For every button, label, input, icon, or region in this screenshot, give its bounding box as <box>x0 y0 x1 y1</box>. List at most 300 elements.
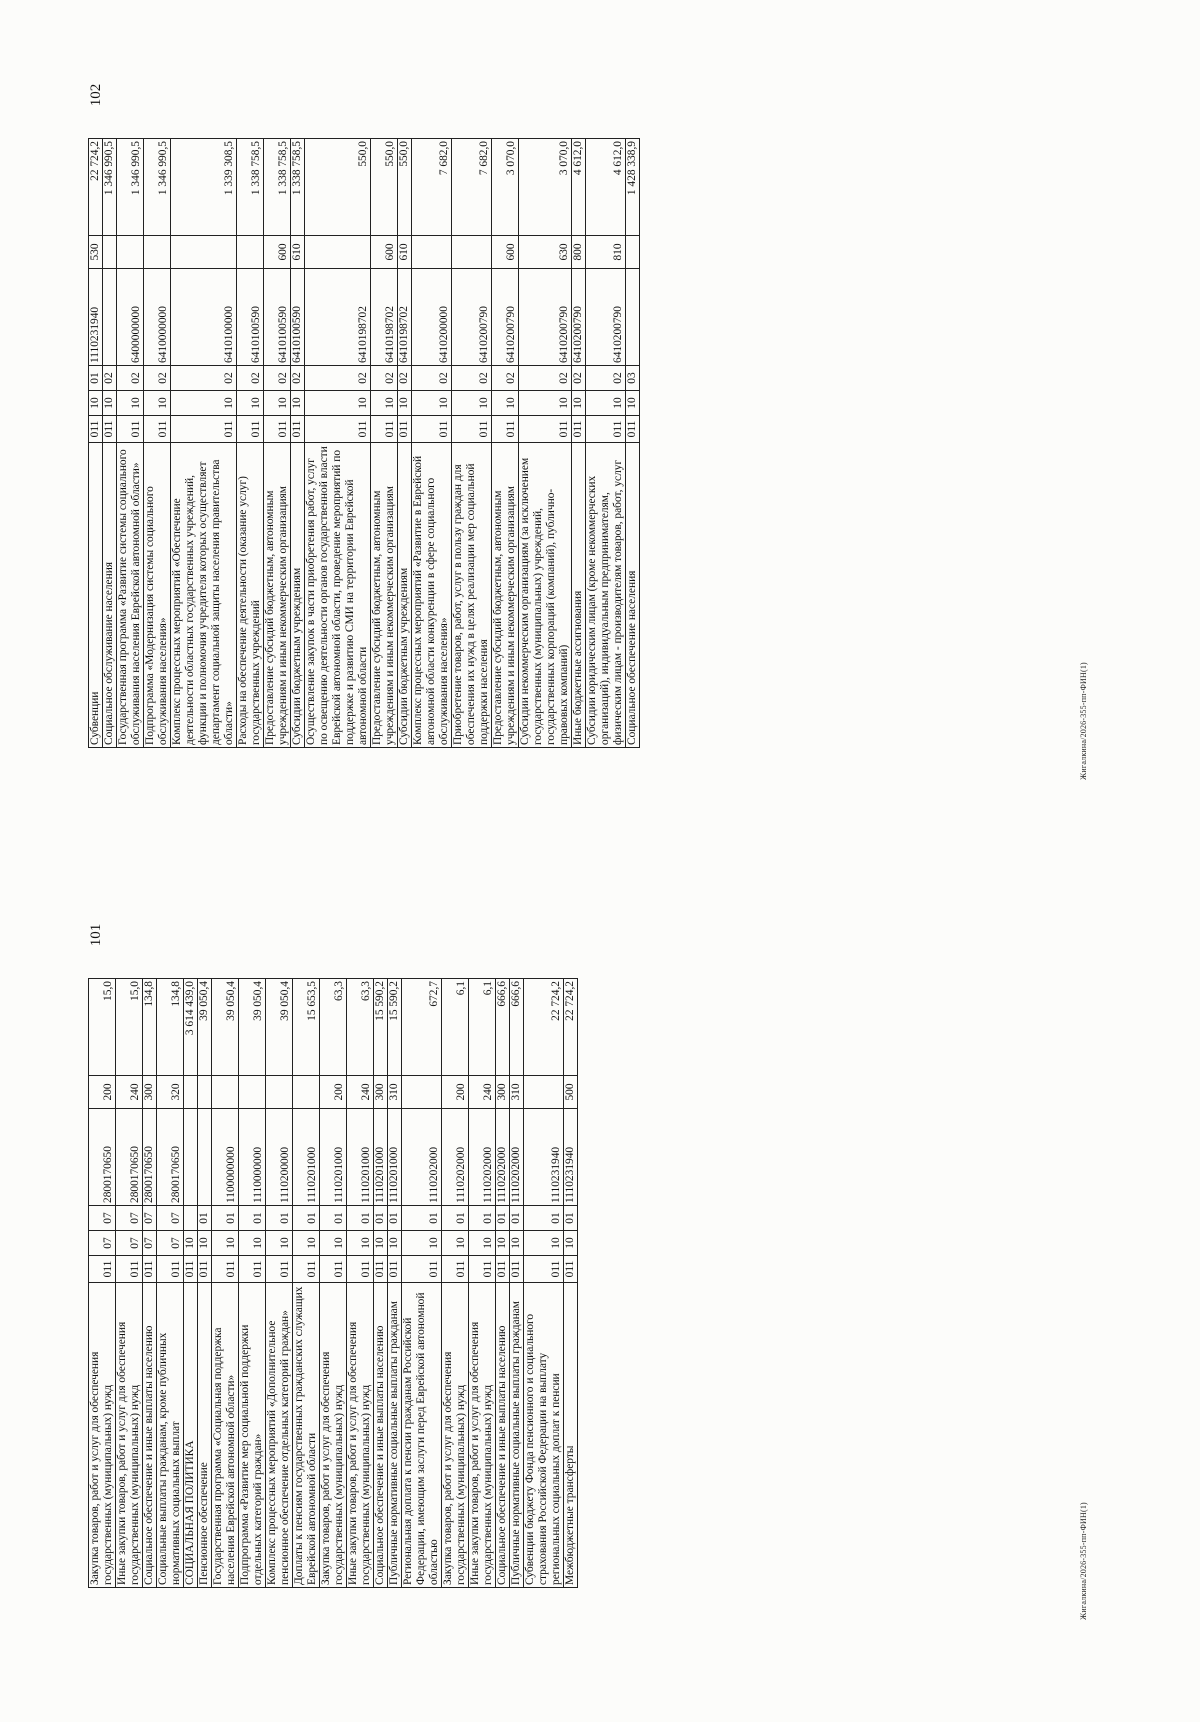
section-code-cell: 10 <box>524 1231 564 1256</box>
ministry-code-cell: 011 <box>305 416 371 443</box>
section-code-cell: 10 <box>371 391 398 416</box>
subsection-code-cell: 02 <box>305 366 371 391</box>
table-row <box>586 139 626 748</box>
subsection-code-cell: 01 <box>212 1206 239 1231</box>
table-row <box>89 979 116 1588</box>
amount-cell: 134,8 <box>143 979 157 1076</box>
table-row <box>469 979 496 1588</box>
expense-type-code-cell: 810 <box>586 236 626 269</box>
table-row <box>171 139 237 748</box>
expense-type-code-cell: 630 <box>519 236 572 269</box>
amount-cell: 63,3 <box>347 979 374 1076</box>
subsection-code-cell: 07 <box>89 1206 116 1231</box>
section-code-cell: 10 <box>347 1231 374 1256</box>
expense-type-code-cell: 300 <box>496 1076 510 1109</box>
item-name-cell: Подпрограмма «Модернизация системы социального обслуживания населения» <box>144 443 171 748</box>
ministry-code-cell: 011 <box>510 1256 524 1283</box>
amount-cell: 666,6 <box>496 979 510 1076</box>
table-row <box>237 139 264 748</box>
ministry-code-cell: 011 <box>117 416 144 443</box>
target-article-code-cell: 6410200790 <box>492 269 519 366</box>
budget-table-body <box>89 139 640 748</box>
target-article-code-cell: 6410198702 <box>371 269 398 366</box>
target-article-code-cell: 1110000000 <box>239 1109 266 1206</box>
section-code-cell: 10 <box>212 1231 239 1256</box>
section-code-cell: 10 <box>89 391 103 416</box>
ministry-code-cell: 011 <box>572 416 586 443</box>
amount-cell: 22 724,2 <box>89 139 103 236</box>
target-article-code-cell: 6410000000 <box>144 269 171 366</box>
ministry-code-cell: 011 <box>452 416 492 443</box>
budget-table-102 <box>88 138 640 748</box>
item-name-cell: Субсидии бюджетным учреждениям <box>398 443 412 748</box>
amount-cell: 666,6 <box>510 979 524 1076</box>
item-name-cell: Государственная программа «Социальная поддержка населения Еврейской автономной области» <box>212 1283 239 1588</box>
ministry-code-cell: 011 <box>212 1256 239 1283</box>
subsection-code-cell: 01 <box>374 1206 388 1231</box>
ministry-code-cell: 011 <box>586 416 626 443</box>
table-row <box>442 979 469 1588</box>
item-name-cell: Социальное обеспечение и иные выплаты населению <box>496 1283 510 1588</box>
section-code-cell: 07 <box>89 1231 116 1256</box>
amount-cell: 7 682,0 <box>412 139 452 236</box>
item-name-cell: Расходы на обеспечение деятельности (оказание услуг) государственных учреждений <box>237 443 264 748</box>
section-code-cell: 10 <box>469 1231 496 1256</box>
item-name-cell: Социальное обеспечение и иные выплаты населению <box>374 1283 388 1588</box>
expense-type-code-cell: 500 <box>564 1076 578 1109</box>
expense-type-code-cell: 610 <box>291 236 305 269</box>
subsection-code-cell: 02 <box>291 366 305 391</box>
section-code-cell: 10 <box>237 391 264 416</box>
ministry-code-cell: 011 <box>103 416 117 443</box>
subsection-code-cell: 01 <box>510 1206 524 1231</box>
ministry-code-cell: 011 <box>371 416 398 443</box>
ministry-code-cell: 011 <box>89 1256 116 1283</box>
expense-type-code-cell: 800 <box>572 236 586 269</box>
item-name-cell: Закупка товаров, работ и услуг для обеспечения государственных (муниципальных) нужд <box>442 1283 469 1588</box>
item-name-cell: Субсидии некоммерческим организациям (за исключением государственных (муниципальных) учреждений, государственных корпораций (компаний), публично-правовых компаний) <box>519 443 572 748</box>
ministry-code-cell: 011 <box>388 1256 402 1283</box>
target-article-code-cell: 6410200790 <box>452 269 492 366</box>
expense-type-code-cell <box>171 236 237 269</box>
target-article-code-cell: 6410100590 <box>264 269 291 366</box>
target-article-code-cell: 6410200790 <box>586 269 626 366</box>
item-name-cell: Подпрограмма «Развитие мер социальной поддержки отдельных категорий граждан» <box>239 1283 266 1588</box>
subsection-code-cell: 07 <box>143 1206 157 1231</box>
item-name-cell: Социальное обеспечение и иные выплаты населению <box>143 1283 157 1588</box>
section-code-cell: 10 <box>510 1231 524 1256</box>
section-code-cell: 10 <box>103 391 117 416</box>
ministry-code-cell: 011 <box>239 1256 266 1283</box>
table-row <box>492 139 519 748</box>
ministry-code-cell: 011 <box>264 416 291 443</box>
ministry-code-cell: 011 <box>237 416 264 443</box>
subsection-code-cell: 07 <box>116 1206 143 1231</box>
amount-cell: 4 612,0 <box>586 139 626 236</box>
table-row <box>291 139 305 748</box>
item-name-cell: Иные закупки товаров, работ и услуг для обеспечения государственных (муниципальных) нужд <box>347 1283 374 1588</box>
table-row <box>510 979 524 1588</box>
target-article-code-cell: 1110201000 <box>293 1109 320 1206</box>
target-article-code-cell: 6410100590 <box>291 269 305 366</box>
subsection-code-cell: 02 <box>398 366 412 391</box>
section-code-cell: 10 <box>305 391 371 416</box>
item-name-cell: Предоставление субсидий бюджетным, автономным учреждениям и иным некоммерческим организациям <box>492 443 519 748</box>
item-name-cell: Комплекс процессных мероприятий «Развитие в Еврейской автономной области конкуренции в сфере социального обслуживания населения» <box>412 443 452 748</box>
section-code-cell: 07 <box>143 1231 157 1256</box>
budget-table-101 <box>88 978 578 1588</box>
amount-cell: 39 050,4 <box>198 979 212 1076</box>
section-code-cell: 10 <box>171 391 237 416</box>
section-code-cell: 10 <box>442 1231 469 1256</box>
ministry-code-cell: 011 <box>626 416 640 443</box>
amount-cell: 1 428 338,9 <box>626 139 640 236</box>
target-article-code-cell: 6400000000 <box>117 269 144 366</box>
amount-cell: 6,1 <box>442 979 469 1076</box>
amount-cell: 672,7 <box>402 979 442 1076</box>
subsection-code-cell: 01 <box>402 1206 442 1231</box>
item-name-cell: Социальное обеспечение населения <box>626 443 640 748</box>
item-name-cell: Иные закупки товаров, работ и услуг для обеспечения государственных (муниципальных) нужд <box>116 1283 143 1588</box>
section-code-cell: 10 <box>586 391 626 416</box>
table-row <box>626 139 640 748</box>
ministry-code-cell: 011 <box>89 416 103 443</box>
table-row <box>564 979 578 1588</box>
table-row <box>184 979 198 1588</box>
expense-type-code-cell: 600 <box>264 236 291 269</box>
item-name-cell: Региональная доплата к пенсии гражданам Российской Федерации, имеющим заслуги перед Еврейской автономной областью <box>402 1283 442 1588</box>
section-code-cell: 10 <box>412 391 452 416</box>
section-code-cell: 10 <box>519 391 572 416</box>
ministry-code-cell: 011 <box>184 1256 198 1283</box>
subsection-code-cell: 02 <box>452 366 492 391</box>
expense-type-code-cell <box>103 236 117 269</box>
amount-cell: 39 050,4 <box>239 979 266 1076</box>
expense-type-code-cell <box>412 236 452 269</box>
target-article-code-cell: 1110231940 <box>564 1109 578 1206</box>
expense-type-code-cell: 240 <box>116 1076 143 1109</box>
section-code-cell: 10 <box>266 1231 293 1256</box>
table-row <box>305 139 371 748</box>
subsection-code-cell: 01 <box>524 1206 564 1231</box>
table-row <box>412 139 452 748</box>
target-article-code-cell: 6410198702 <box>305 269 371 366</box>
target-article-code-cell <box>198 1109 212 1206</box>
ministry-code-cell: 011 <box>143 1256 157 1283</box>
item-name-cell: Субвенции бюджету Фонда пенсионного и социального страхования Российской Федерации на выплату региональных социальных доплат к пенсии <box>524 1283 564 1588</box>
section-code-cell: 10 <box>198 1231 212 1256</box>
table-row <box>452 139 492 748</box>
amount-cell: 1 338 758,5 <box>264 139 291 236</box>
target-article-code-cell: 1110202000 <box>510 1109 524 1206</box>
expense-type-code-cell: 600 <box>492 236 519 269</box>
amount-cell: 39 050,4 <box>212 979 239 1076</box>
expense-type-code-cell <box>402 1076 442 1109</box>
item-name-cell: Субсидии бюджетным учреждениям <box>291 443 305 748</box>
target-article-code-cell: 1110202000 <box>469 1109 496 1206</box>
table-row <box>374 979 388 1588</box>
item-name-cell: Государственная программа «Развитие системы социального обслуживания населения Еврейской автономной области» <box>117 443 144 748</box>
ministry-code-cell: 011 <box>398 416 412 443</box>
expense-type-code-cell <box>524 1076 564 1109</box>
subsection-code-cell: 02 <box>237 366 264 391</box>
expense-type-code-cell <box>144 236 171 269</box>
item-name-cell: Комплекс процессных мероприятий «Обеспечение деятельности областных государственных учреждений, функции и полномочия учредителя которых осуществляет департамент социальной защиты населения правительства области» <box>171 443 237 748</box>
page-number: 102 <box>88 83 104 107</box>
amount-cell: 1 338 758,5 <box>291 139 305 236</box>
target-article-code-cell: 2800170650 <box>116 1109 143 1206</box>
item-name-cell: Пенсионное обеспечение <box>198 1283 212 1588</box>
amount-cell: 6,1 <box>469 979 496 1076</box>
table-row <box>347 979 374 1588</box>
amount-cell: 550,0 <box>371 139 398 236</box>
item-name-cell: Иные закупки товаров, работ и услуг для обеспечения государственных (муниципальных) нужд <box>469 1283 496 1588</box>
ministry-code-cell: 011 <box>469 1256 496 1283</box>
subsection-code-cell: 01 <box>469 1206 496 1231</box>
section-code-cell: 10 <box>239 1231 266 1256</box>
expense-type-code-cell <box>117 236 144 269</box>
item-name-cell: Закупка товаров, работ и услуг для обеспечения государственных (муниципальных) нужд <box>89 1283 116 1588</box>
section-code-cell: 10 <box>626 391 640 416</box>
table-row <box>572 139 586 748</box>
target-article-code-cell: 1110201000 <box>388 1109 402 1206</box>
expense-type-code-cell <box>305 236 371 269</box>
table-row <box>103 139 117 748</box>
item-name-cell: Субсидии юридическим лицам (кроме некоммерческих организаций), индивидуальным предпринимателям, физическим лицам - производителям товаров, работ, услуг <box>586 443 626 748</box>
amount-cell: 3 614 439,0 <box>184 979 198 1076</box>
expense-type-code-cell: 200 <box>320 1076 347 1109</box>
subsection-code-cell: 03 <box>626 366 640 391</box>
amount-cell: 7 682,0 <box>452 139 492 236</box>
subsection-code-cell: 02 <box>412 366 452 391</box>
target-article-code-cell: 1100000000 <box>212 1109 239 1206</box>
section-code-cell: 10 <box>293 1231 320 1256</box>
amount-cell: 4 612,0 <box>572 139 586 236</box>
amount-cell: 63,3 <box>320 979 347 1076</box>
section-code-cell: 10 <box>320 1231 347 1256</box>
target-article-code-cell <box>184 1109 198 1206</box>
item-name-cell: Доплаты к пенсиям государственных гражданских служащих Еврейской автономной области <box>293 1283 320 1588</box>
subsection-code-cell: 07 <box>157 1206 184 1231</box>
amount-cell: 1 339 308,5 <box>171 139 237 236</box>
section-code-cell: 10 <box>184 1231 198 1256</box>
table-row <box>320 979 347 1588</box>
target-article-code-cell: 1110201000 <box>320 1109 347 1206</box>
subsection-code-cell: 02 <box>264 366 291 391</box>
target-article-code-cell: 1110231940 <box>89 269 103 366</box>
section-code-cell: 10 <box>374 1231 388 1256</box>
target-article-code-cell: 2800170650 <box>89 1109 116 1206</box>
target-article-code-cell: 1110201000 <box>374 1109 388 1206</box>
expense-type-code-cell <box>452 236 492 269</box>
expense-type-code-cell <box>212 1076 239 1109</box>
item-name-cell: Межбюджетные трансферты <box>564 1283 578 1588</box>
ministry-code-cell: 011 <box>266 1256 293 1283</box>
target-article-code-cell: 6410200790 <box>572 269 586 366</box>
ministry-code-cell: 011 <box>293 1256 320 1283</box>
subsection-code-cell: 01 <box>198 1206 212 1231</box>
item-name-cell: Предоставление субсидий бюджетным, автономным учреждениям и иным некоммерческим организациям <box>371 443 398 748</box>
target-article-code-cell: 6410200790 <box>519 269 572 366</box>
item-name-cell: СОЦИАЛЬНАЯ ПОЛИТИКА <box>184 1283 198 1588</box>
table-row <box>398 139 412 748</box>
budget-table-body <box>89 979 578 1588</box>
table-row <box>371 139 398 748</box>
subsection-code-cell: 02 <box>171 366 237 391</box>
subsection-code-cell: 01 <box>442 1206 469 1231</box>
target-article-code-cell: 1110202000 <box>496 1109 510 1206</box>
table-row <box>157 979 184 1588</box>
expense-type-code-cell <box>626 236 640 269</box>
subsection-code-cell <box>184 1206 198 1231</box>
expense-type-code-cell: 320 <box>157 1076 184 1109</box>
item-name-cell: Социальное обслуживание населения <box>103 443 117 748</box>
subsection-code-cell: 01 <box>239 1206 266 1231</box>
target-article-code-cell: 2800170650 <box>157 1109 184 1206</box>
ministry-code-cell: 011 <box>157 1256 184 1283</box>
section-code-cell: 10 <box>496 1231 510 1256</box>
amount-cell: 134,8 <box>157 979 184 1076</box>
item-name-cell: Закупка товаров, работ и услуг для обеспечения государственных (муниципальных) нужд <box>320 1283 347 1588</box>
amount-cell: 15 590,2 <box>388 979 402 1076</box>
expense-type-code-cell: 310 <box>510 1076 524 1109</box>
item-name-cell: Предоставление субсидий бюджетным, автономным учреждениям и иным некоммерческим организациям <box>264 443 291 748</box>
expense-type-code-cell <box>237 236 264 269</box>
subsection-code-cell: 02 <box>103 366 117 391</box>
subsection-code-cell: 02 <box>519 366 572 391</box>
subsection-code-cell: 02 <box>586 366 626 391</box>
ministry-code-cell: 011 <box>171 416 237 443</box>
ministry-code-cell: 011 <box>198 1256 212 1283</box>
ministry-code-cell: 011 <box>492 416 519 443</box>
amount-cell: 15,0 <box>89 979 116 1076</box>
table-row <box>143 979 157 1588</box>
section-code-cell: 07 <box>157 1231 184 1256</box>
expense-type-code-cell: 240 <box>347 1076 374 1109</box>
table-row <box>524 979 564 1588</box>
target-article-code-cell: 1110202000 <box>402 1109 442 1206</box>
subsection-code-cell: 02 <box>492 366 519 391</box>
expense-type-code-cell: 300 <box>143 1076 157 1109</box>
target-article-code-cell: 6410200000 <box>412 269 452 366</box>
subsection-code-cell: 01 <box>266 1206 293 1231</box>
amount-cell: 550,0 <box>305 139 371 236</box>
table-row <box>496 979 510 1588</box>
target-article-code-cell: 6410100590 <box>237 269 264 366</box>
item-name-cell: Публичные нормативные социальные выплаты гражданам <box>388 1283 402 1588</box>
amount-cell: 1 338 758,5 <box>237 139 264 236</box>
amount-cell: 1 346 990,5 <box>103 139 117 236</box>
subsection-code-cell: 01 <box>388 1206 402 1231</box>
ministry-code-cell: 011 <box>519 416 572 443</box>
ministry-code-cell: 011 <box>347 1256 374 1283</box>
item-name-cell: Социальные выплаты гражданам, кроме публичных нормативных социальных выплат <box>157 1283 184 1588</box>
table-row <box>116 979 143 1588</box>
ministry-code-cell: 011 <box>144 416 171 443</box>
item-name-cell: Приобретение товаров, работ, услуг в пользу граждан для обеспечения их нужд в целях реализации мер социальной поддержки населения <box>452 443 492 748</box>
target-article-code-cell: 1110231940 <box>524 1109 564 1206</box>
section-code-cell: 10 <box>564 1231 578 1256</box>
table-row <box>388 979 402 1588</box>
subsection-code-cell: 01 <box>347 1206 374 1231</box>
section-code-cell: 10 <box>492 391 519 416</box>
section-code-cell: 10 <box>452 391 492 416</box>
target-article-code-cell <box>103 269 117 366</box>
expense-type-code-cell: 300 <box>374 1076 388 1109</box>
ministry-code-cell: 011 <box>442 1256 469 1283</box>
amount-cell: 15,0 <box>116 979 143 1076</box>
ministry-code-cell: 011 <box>320 1256 347 1283</box>
amount-cell: 22 724,2 <box>564 979 578 1076</box>
table-row <box>293 979 320 1588</box>
amount-cell: 15 590,2 <box>374 979 388 1076</box>
section-code-cell: 10 <box>398 391 412 416</box>
expense-type-code-cell: 310 <box>388 1076 402 1109</box>
amount-cell: 3 070,0 <box>492 139 519 236</box>
section-code-cell: 10 <box>291 391 305 416</box>
target-article-code-cell: 2800170650 <box>143 1109 157 1206</box>
section-code-cell: 10 <box>144 391 171 416</box>
expense-type-code-cell: 200 <box>89 1076 116 1109</box>
expense-type-code-cell <box>184 1076 198 1109</box>
ministry-code-cell: 011 <box>524 1256 564 1283</box>
expense-type-code-cell <box>198 1076 212 1109</box>
document-page-101 <box>88 920 1088 1620</box>
table-row <box>239 979 266 1588</box>
subsection-code-cell: 01 <box>320 1206 347 1231</box>
amount-cell: 550,0 <box>398 139 412 236</box>
ministry-code-cell: 011 <box>412 416 452 443</box>
ministry-code-cell: 011 <box>374 1256 388 1283</box>
table-row <box>519 139 572 748</box>
target-article-code-cell: 1110201000 <box>347 1109 374 1206</box>
subsection-code-cell: 02 <box>572 366 586 391</box>
expense-type-code-cell: 240 <box>469 1076 496 1109</box>
item-name-cell: Субвенции <box>89 443 103 748</box>
target-article-code-cell: 1110200000 <box>266 1109 293 1206</box>
page-footer: Жигалкина/2026-355-пп-ФИН(1) <box>1079 662 1088 780</box>
table-row <box>89 139 103 748</box>
page-number: 101 <box>88 923 104 947</box>
amount-cell: 1 346 990,5 <box>144 139 171 236</box>
ministry-code-cell: 011 <box>291 416 305 443</box>
ministry-code-cell: 011 <box>496 1256 510 1283</box>
subsection-code-cell: 02 <box>144 366 171 391</box>
subsection-code-cell: 01 <box>293 1206 320 1231</box>
table-row <box>402 979 442 1588</box>
section-code-cell: 10 <box>402 1231 442 1256</box>
ministry-code-cell: 011 <box>402 1256 442 1283</box>
ministry-code-cell: 011 <box>116 1256 143 1283</box>
section-code-cell: 10 <box>117 391 144 416</box>
target-article-code-cell: 6410198702 <box>398 269 412 366</box>
expense-type-code-cell: 610 <box>398 236 412 269</box>
target-article-code-cell: 1110202000 <box>442 1109 469 1206</box>
target-article-code-cell <box>626 269 640 366</box>
amount-cell: 39 050,4 <box>266 979 293 1076</box>
document-page-102 <box>88 80 1088 780</box>
section-code-cell: 10 <box>388 1231 402 1256</box>
table-row <box>212 979 239 1588</box>
subsection-code-cell: 01 <box>89 366 103 391</box>
expense-type-code-cell <box>293 1076 320 1109</box>
item-name-cell: Публичные нормативные социальные выплаты гражданам <box>510 1283 524 1588</box>
subsection-code-cell: 01 <box>496 1206 510 1231</box>
amount-cell: 22 724,2 <box>524 979 564 1076</box>
amount-cell: 3 070,0 <box>519 139 572 236</box>
expense-type-code-cell: 530 <box>89 236 103 269</box>
item-name-cell: Иные бюджетные ассигнования <box>572 443 586 748</box>
